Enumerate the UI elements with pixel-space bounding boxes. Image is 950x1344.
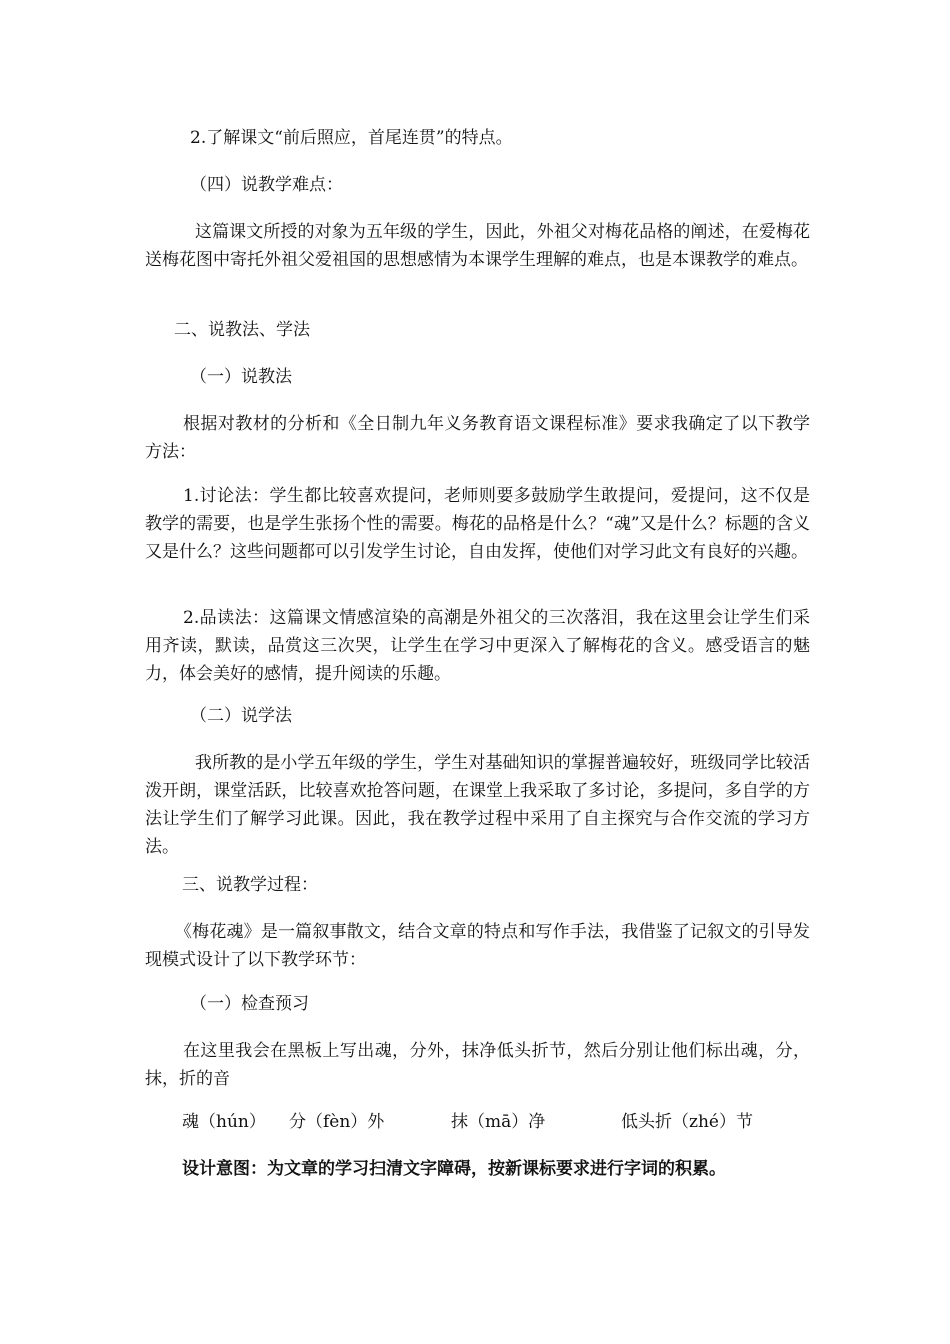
paragraph-teaching-method: 根据对教材的分析和《全日制九年义务教育语文课程标准》要求我确定了以下教学方法： [145, 414, 810, 462]
pinyin-item: 抹（mā）净 [451, 1112, 546, 1132]
heading-teaching-method: （一）说教法 [190, 367, 292, 387]
paragraph-reading-method: 2.品读法：这篇课文情感渲染的高潮是外祖父的三次落泪，我在这里会让学生们采用齐读，默读，品赏这三次哭，让学生在学习中更深入了解梅花的含义。感受语言的魅力，体会美好的感情，提升阅读的乐趣。 [145, 608, 810, 684]
paragraph-teaching-process: 《梅花魂》是一篇叙事散文，结合文章的特点和写作手法，我借鉴了记叙文的引导发现模式设计了以下教学环节： [145, 922, 810, 970]
pinyin-row [0, 1108, 950, 1136]
heading-teaching-difficulty: （四）说教学难点： [190, 175, 343, 195]
pinyin-item: 低头折（zhé）节 [621, 1112, 753, 1132]
paragraph-teaching-difficulty: 这篇课文所授的对象为五年级的学生，因此，外祖父对梅花品格的阐述，在爱梅花送梅花图中寄托外祖父爱祖国的思想感情为本课学生理解的难点，也是本课教学的难点。 [145, 222, 810, 270]
heading-section-process: 三、说教学过程： [182, 875, 318, 895]
objective-item-2: 2.了解课文“前后照应，首尾连贯”的特点。 [190, 128, 513, 148]
heading-section-methods: 二、说教法、学法 [174, 320, 310, 340]
paragraph-discussion-method: 1.讨论法：学生都比较喜欢提问，老师则要多鼓励学生敢提问，爱提问，这不仅是教学的需要，也是学生张扬个性的需要。梅花的品格是什么？“魂”又是什么？标题的含义又是什么？这些问题都可以引发学生讨论，自由发挥，使他们对学习此文有良好的兴趣。 [145, 486, 810, 562]
heading-learning-method: （二）说学法 [190, 706, 292, 726]
design-intent: 设计意图：为文章的学习扫清文字障碍，按新课标要求进行字词的积累。 [182, 1159, 726, 1179]
paragraph-learning-method: 我所教的是小学五年级的学生，学生对基础知识的掌握普遍较好，班级同学比较活泼开朗，课堂活跃，比较喜欢抢答问题，在课堂上我采取了多讨论，多提问，多自学的方法让学生们了解学习此课。因此，我在教学过程中采用了自主探究与合作交流的学习方法。 [145, 753, 810, 857]
pinyin-item: 魂（hún） [182, 1112, 266, 1132]
paragraph-check-preview: 在这里我会在黑板上写出魂，分外，抹净低头折节，然后分别让他们标出魂，分，抹，折的音 [145, 1041, 810, 1089]
pinyin-item: 分（fèn）外 [289, 1112, 385, 1132]
heading-check-preview: （一）检查预习 [190, 994, 309, 1014]
